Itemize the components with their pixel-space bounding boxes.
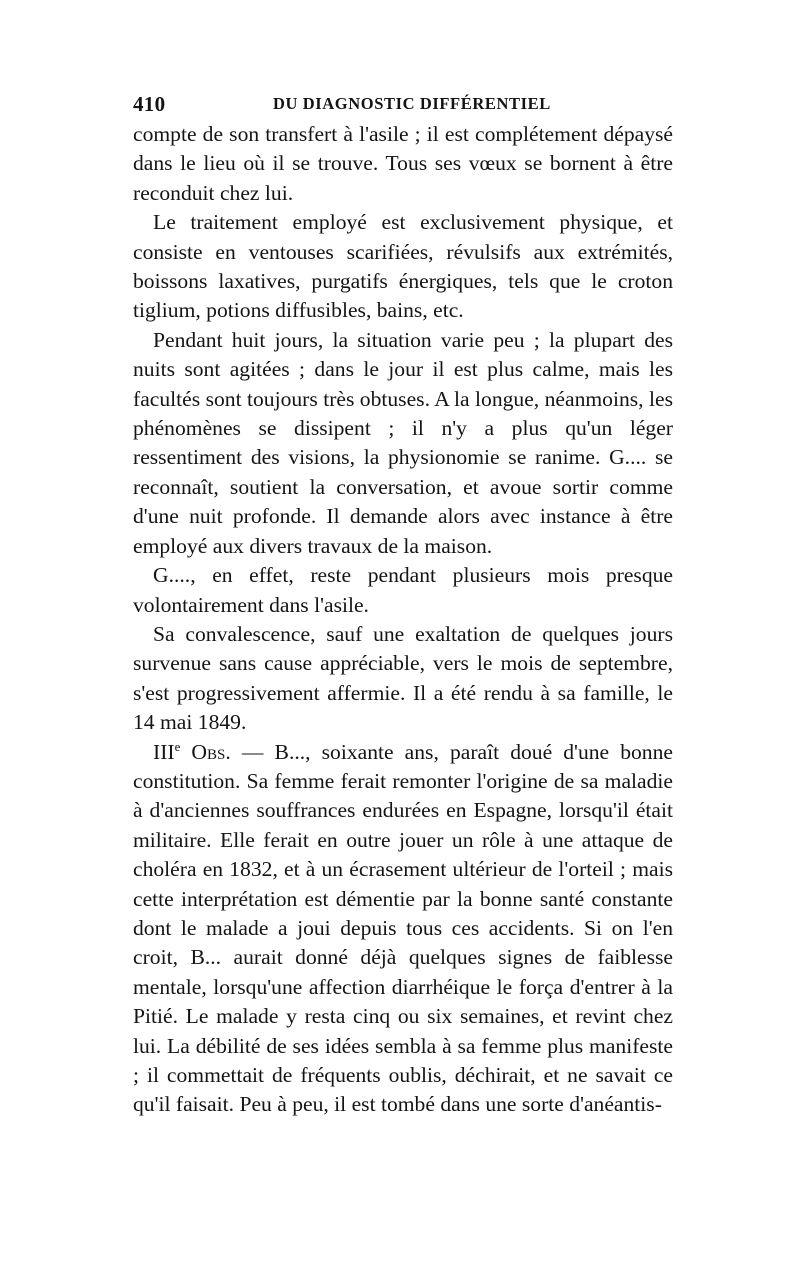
page-header xyxy=(133,88,673,118)
observation-paragraph xyxy=(133,738,673,1120)
page-number: 410 xyxy=(133,92,166,116)
paragraph: Le traitement employé est exclusivement physique, et consiste en ventouses scarifiées, révulsifs aux extrémités, boissons laxatives, purgatifs énergiques, tels que le croton tiglium, potions diffusibles, bains, etc. xyxy=(133,210,673,323)
observation-number-suffix: e xyxy=(174,738,181,754)
paragraph: Sa convalescence, sauf une exaltation de quelques jours survenue sans cause appréciable, vers le mois de septembre, s'est progressivement affermie. Il a été rendu à sa famille, le 14 mai 1849. xyxy=(133,621,673,735)
paragraph: Pendant huit jours, la situation varie peu ; la plupart des nuits sont agitées ; dans le jour il est plus calme, mais les facultés sont toujours très obtuses. A la longue, néanmoins, les phénomènes se dissipent ; il n'y a plus qu'un léger ressentiment des visions, la physionomie se ranime. G.... se reconnaît, soutient la conversation, et avoue sortir comme d'une nuit profonde. Il demande alors avec instance à être employé aux divers travaux de la maison. xyxy=(133,327,673,558)
paragraph: G...., en effet, reste pendant plusieurs mois presque volontairement dans l'asile. xyxy=(133,563,673,617)
observation-number: III xyxy=(153,739,175,764)
book-page xyxy=(133,88,673,1120)
observation-text: — B..., soixante ans, paraît doué d'une bonne constitution. Sa femme ferait remonter l'origine de sa maladie à d'anciennes souffrances endurées en Espagne, lorsqu'il était militaire. Elle ferait en outre jouer un rôle à une attaque de choléra en 1832, et à un écrasement ultérieur de l'orteil ; mais cette interprétation est démentie par la bonne santé constante dont le malade a joui depuis tous ces accidents. Si on l'en croit, B... aurait donné déjà quelques signes de faiblesse mentale, lorsqu'une affection diarrhéique le força d'entrer à la Pitié. Le malade y resta cinq ou six semaines, et revint chez lui. La débilité de ses idées sembla à sa femme plus manifeste ; il commettait de fréquents oublis, déchirait, et ne savait ce qu'il faisait. Peu à peu, il est tombé dans une sorte d'anéantis- xyxy=(133,739,673,1117)
running-title: DU DIAGNOSTIC DIFFÉRENTIEL xyxy=(273,94,551,113)
paragraph: compte de son transfert à l'asile ; il est complétement dépaysé dans le lieu où il se trouve. Tous ses vœux se bornent à être reconduit chez lui. xyxy=(133,122,673,205)
observation-label: Obs. xyxy=(191,739,231,764)
page-body xyxy=(133,120,673,1120)
